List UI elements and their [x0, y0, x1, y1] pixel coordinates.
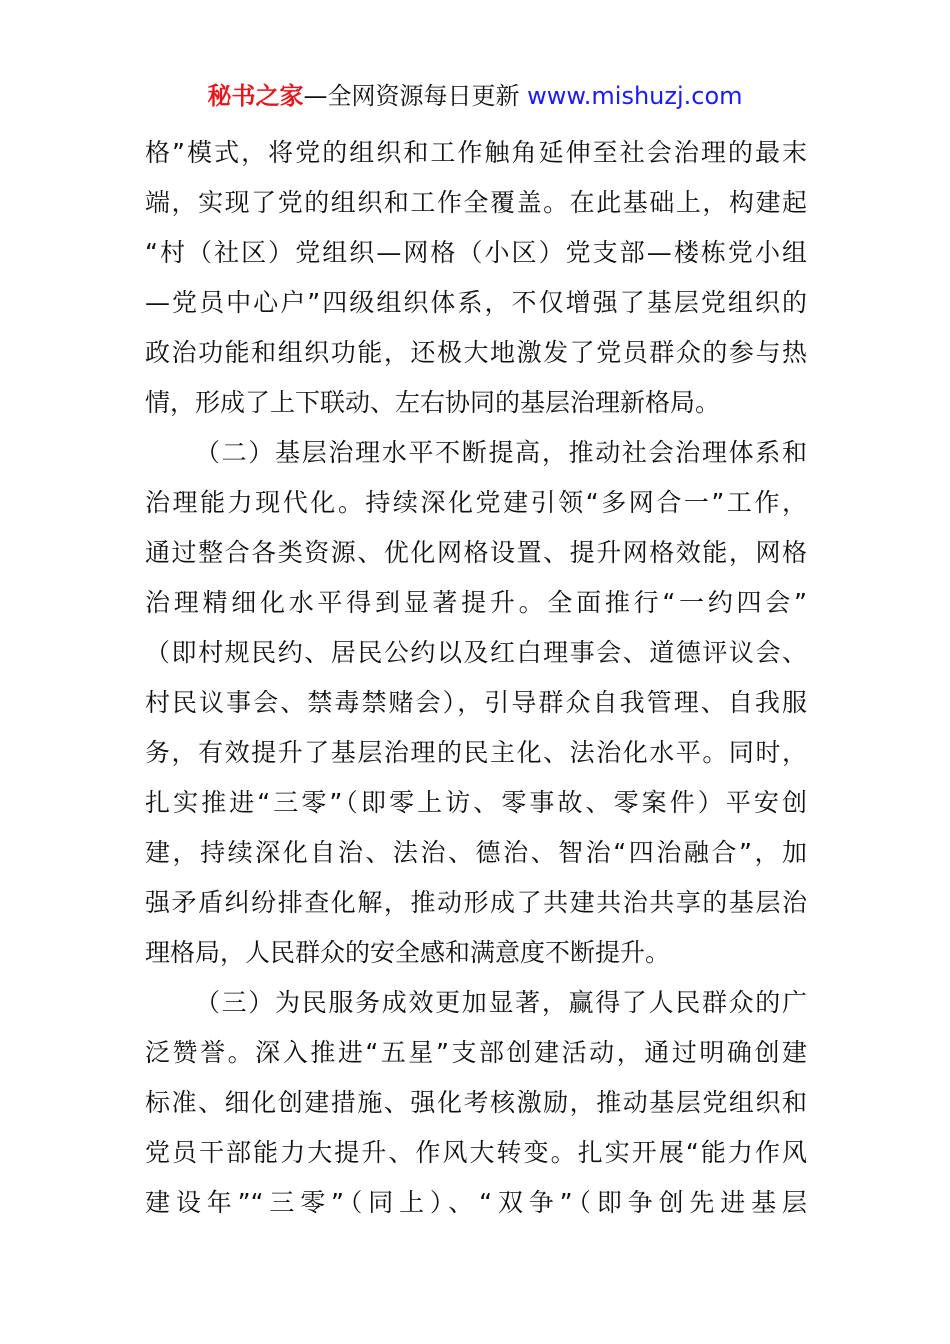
brand-name: 秘书之家: [207, 82, 304, 110]
text-line: 格”模式，将党的组织和工作触角延伸至社会治理的最末: [145, 138, 807, 167]
site-url[interactable]: www.mishuzj.com: [527, 82, 743, 110]
text-line: 标准、细化创建措施、强化考核激励，推动基层党组织和: [145, 1088, 807, 1117]
paragraph-start-line: （二）基层治理水平不断提高，推动社会治理体系和: [195, 438, 807, 467]
text-line: 理格局，人民群众的安全感和满意度不断提升。: [145, 938, 671, 967]
text-line: 村民议事会、禁毒禁赌会），引导群众自我管理、自我服: [145, 688, 807, 717]
text-line: 务，有效提升了基层治理的民主化、法治化水平。同时，: [145, 738, 807, 767]
paragraph-start-line: （三）为民服务成效更加显著，赢得了人民群众的广: [195, 988, 807, 1017]
text-line: 情，形成了上下联动、左右协同的基层治理新格局。: [145, 388, 721, 417]
text-line: 通过整合各类资源、优化网格设置、提升网格效能，网格: [145, 538, 807, 567]
text-line: 建设年”“三零”（同上）、“双争”（即争创先进基层: [145, 1188, 807, 1217]
document-body: [145, 128, 807, 1228]
text-line: 泛赞誉。深入推进“五星”支部创建活动，通过明确创建: [145, 1038, 807, 1067]
text-line: 扎实推进“三零”（即零上访、零事故、零案件）平安创: [145, 788, 807, 817]
text-line: 端，实现了党的组织和工作全覆盖。在此基础上，构建起: [145, 188, 807, 217]
text-line: “村（社区）党组织—网格（小区）党支部—楼栋党小组: [145, 238, 807, 267]
text-line: 政治功能和组织功能，还极大地激发了党员群众的参与热: [145, 338, 807, 367]
site-header: [0, 80, 950, 112]
text-line: 建，持续深化自治、法治、德治、智治“四治融合”，加: [145, 838, 807, 867]
text-line: 治理精细化水平得到显著提升。全面推行“一约四会”: [145, 588, 807, 617]
text-line: 治理能力现代化。持续深化党建引领“多网合一”工作，: [145, 488, 807, 517]
text-line: （即村规民约、居民公约以及红白理事会、道德评议会、: [145, 638, 807, 667]
header-tagline: —全网资源每日更新: [303, 82, 520, 110]
text-line: —党员中心户”四级组织体系，不仅增强了基层党组织的: [145, 288, 807, 317]
text-line: 强矛盾纠纷排查化解，推动形成了共建共治共享的基层治: [145, 888, 807, 917]
text-line: 党员干部能力大提升、作风大转变。扎实开展“能力作风: [145, 1138, 807, 1167]
